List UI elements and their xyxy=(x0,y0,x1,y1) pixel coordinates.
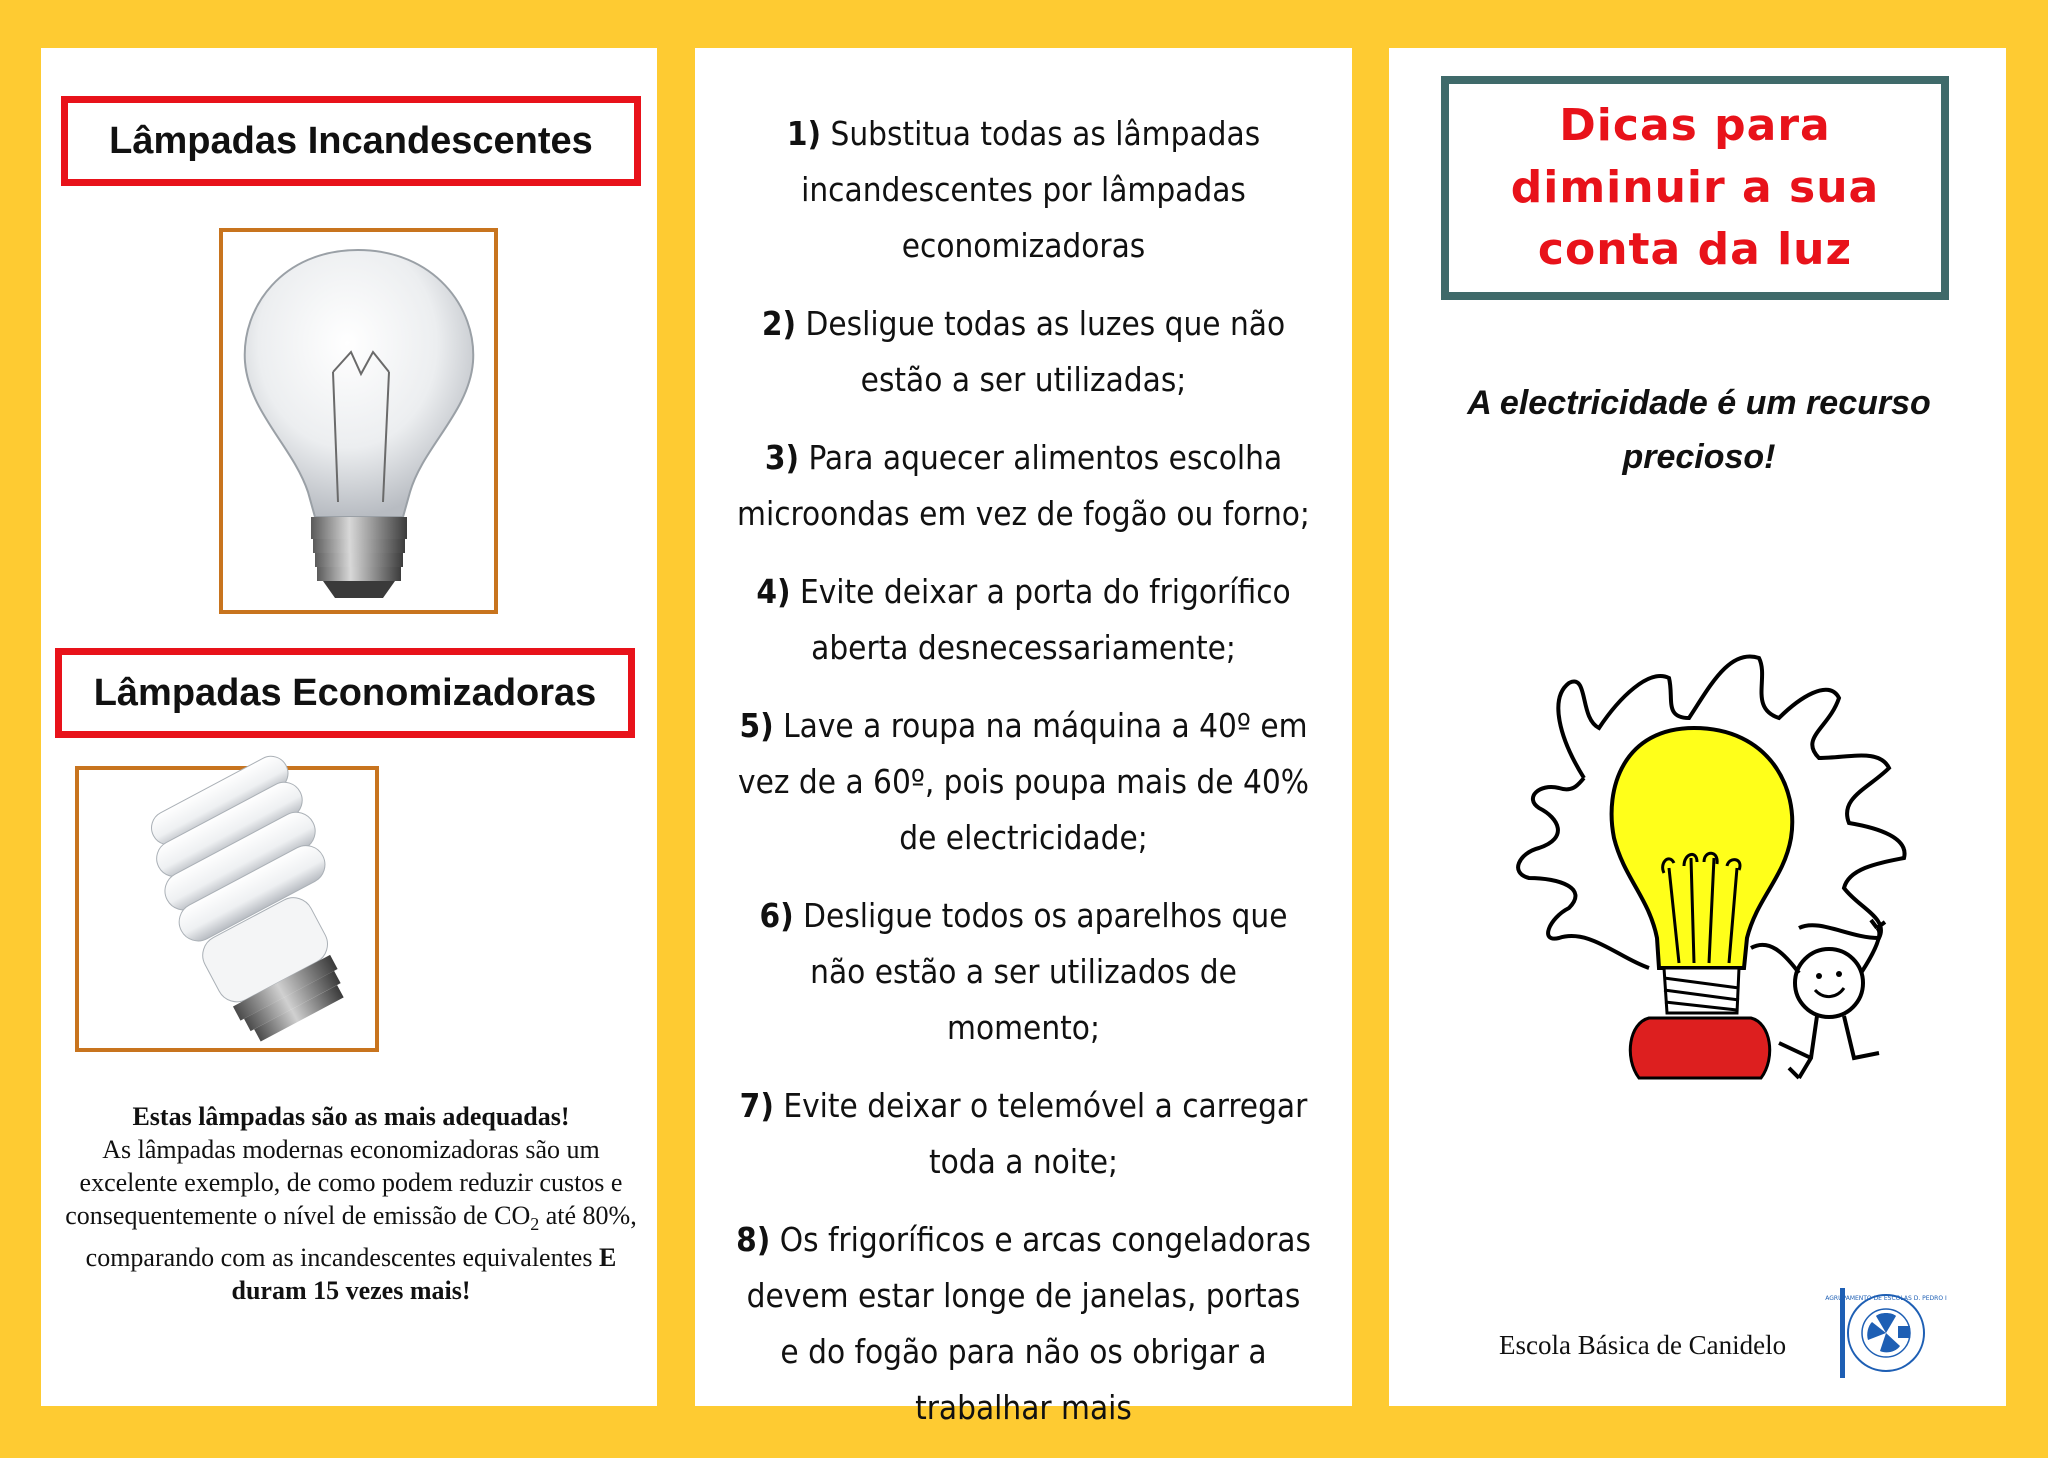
cfl-bulb-icon xyxy=(79,770,375,1048)
tip-item xyxy=(735,698,1312,866)
tip-number: 2) xyxy=(761,304,797,343)
info-subscript: 2 xyxy=(530,1214,540,1235)
tip-item xyxy=(735,564,1312,676)
tip-text: Substitua todas as lâmpadas incandescentes por lâmpadas economizadoras xyxy=(801,114,1261,265)
tips-list xyxy=(695,106,1352,1458)
tip-number: 7) xyxy=(739,1086,774,1125)
title-box xyxy=(1441,76,1949,300)
info-bold-end: E duram 15 vezes mais! xyxy=(231,1243,617,1306)
incandescent-bulb-image xyxy=(219,228,498,614)
tip-number: 1) xyxy=(786,114,822,153)
title-line-2: diminuir a sua xyxy=(1510,162,1880,213)
tip-text: Evite deixar o telemóvel a carregar toda a noite; xyxy=(773,1086,1308,1181)
tip-text: Evite deixar a porta do frigorífico aberta desnecessariamente; xyxy=(790,572,1291,667)
heading-economizing xyxy=(55,648,635,738)
right-panel xyxy=(1389,48,2006,1406)
subtitle: A electricidade é um recurso precioso! xyxy=(1467,384,1931,476)
tip-text: Desligue todas as luzes que não estão a ser utilizadas; xyxy=(796,304,1286,399)
tip-number: 8) xyxy=(736,1220,771,1259)
heading-incandescent xyxy=(61,96,641,186)
tip-number: 3) xyxy=(764,438,800,477)
tip-number: 6) xyxy=(759,896,794,935)
incandescent-bulb-icon xyxy=(223,232,494,610)
middle-panel xyxy=(695,48,1352,1427)
cfl-bulb-image xyxy=(75,766,379,1052)
tip-item xyxy=(735,1212,1312,1436)
title-line-3: conta da luz xyxy=(1537,224,1853,275)
title-line-1: Dicas para xyxy=(1559,100,1831,151)
tip-item xyxy=(735,106,1312,274)
info-bold-intro: Estas lâmpadas são as mais adequadas! xyxy=(132,1102,570,1131)
info-text-1: As lâmpadas modernas economizadoras são um excelente exemplo, de como podem reduzir custos e consequentemente o nível de emissão de CO xyxy=(65,1135,623,1230)
tip-item xyxy=(735,888,1312,1056)
tip-number: 5) xyxy=(739,706,774,745)
tip-text: Desligue todos os aparelhos que não estão a ser utilizados de momento; xyxy=(793,896,1288,1047)
bulb-drawing-icon xyxy=(1499,638,1929,1168)
tip-number: 4) xyxy=(756,572,791,611)
school-logo-icon xyxy=(1825,1288,1947,1378)
heading-incandescent-label: Lâmpadas Incandescentes xyxy=(109,119,593,162)
school-name: Escola Básica de Canidelo xyxy=(1499,1330,1787,1360)
tip-text: Os frigoríficos e arcas congeladoras devem estar longe de janelas, portas e do fogão para não os obrigar a trabalhar mais xyxy=(746,1220,1311,1427)
info-paragraph xyxy=(61,1100,641,1307)
heading-economizing-label: Lâmpadas Economizadoras xyxy=(93,671,597,714)
tip-text: Para aquecer alimentos escolha microondas em vez de fogão ou forno; xyxy=(737,438,1310,533)
tip-text: Lave a roupa na máquina a 40º em vez de a 60º, pois poupa mais de 40% de electricidade; xyxy=(738,706,1309,857)
tip-item xyxy=(735,1078,1312,1190)
info-text-2: até 80%, comparando com as incandescentes equivalentes xyxy=(85,1201,637,1273)
logo-text: AGRUPAMENTO DE ESCOLAS D. PEDRO I xyxy=(1825,1295,1947,1302)
tip-item xyxy=(735,430,1312,542)
left-panel xyxy=(41,48,657,1406)
tip-item xyxy=(735,296,1312,408)
